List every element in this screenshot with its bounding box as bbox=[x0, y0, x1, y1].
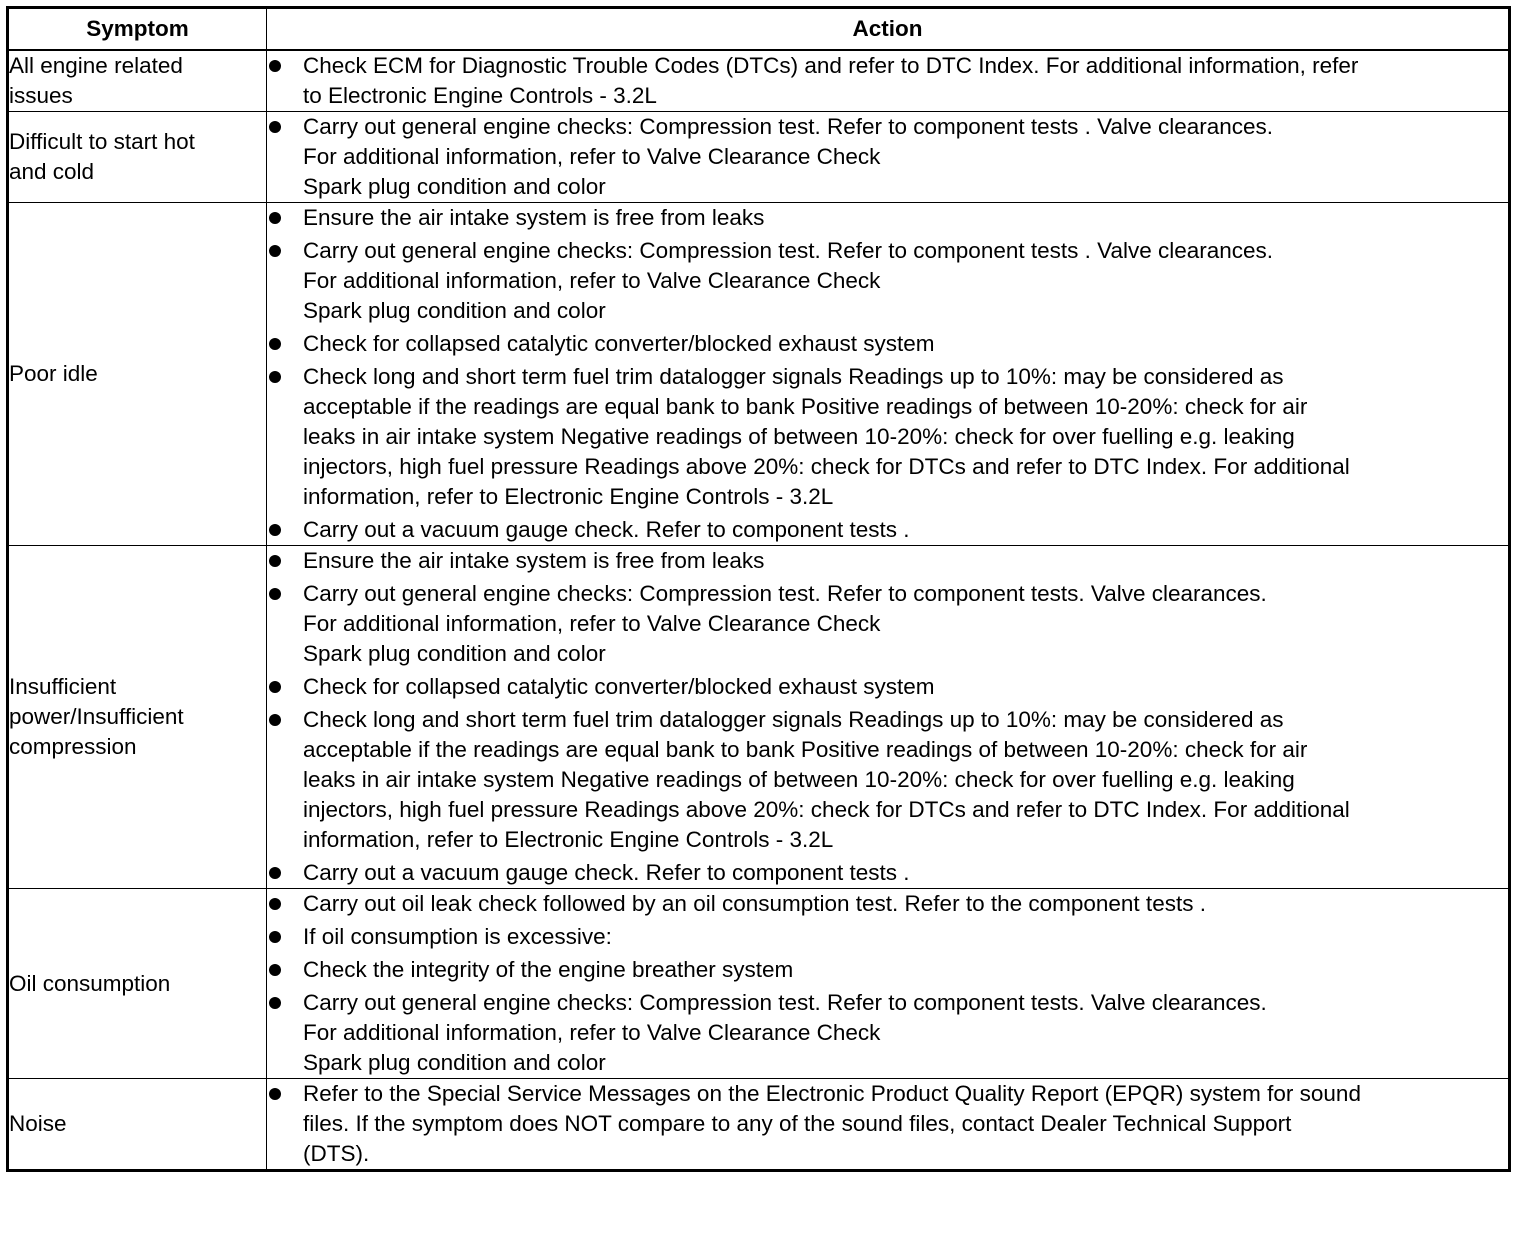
action-text: Carry out general engine checks: Compression test. Refer to component tests . Valve clearances. bbox=[303, 238, 1274, 263]
table-row bbox=[8, 1079, 1510, 1171]
action-text: For additional information, refer to Valve Clearance Check bbox=[303, 268, 881, 293]
bullet-icon bbox=[269, 212, 281, 224]
action-text: Carry out general engine checks: Compression test. Refer to component tests. Valve clearances. bbox=[303, 990, 1267, 1015]
action-item bbox=[267, 579, 1508, 669]
action-list bbox=[267, 112, 1508, 202]
action-item bbox=[267, 858, 1508, 888]
action-text: leaks in air intake system Negative readings of between 10-20%: check for over fuelling e.g. leaking bbox=[303, 767, 1295, 792]
action-item bbox=[267, 515, 1508, 545]
symptom-text: Noise bbox=[9, 1111, 67, 1136]
action-text: Carry out oil leak check followed by an oil consumption test. Refer to the component tests . bbox=[303, 891, 1206, 916]
action-list bbox=[267, 203, 1508, 545]
action-item bbox=[267, 236, 1508, 326]
bullet-icon bbox=[269, 867, 281, 879]
symptom-text: Oil consumption bbox=[9, 970, 171, 996]
bullet-icon bbox=[269, 555, 281, 567]
bullet-icon bbox=[269, 338, 281, 350]
bullet-icon bbox=[269, 588, 281, 600]
action-text: leaks in air intake system Negative readings of between 10-20%: check for over fuelling e.g. leaking bbox=[303, 424, 1295, 449]
action-text: acceptable if the readings are equal bank to bank Positive readings of between 10-20%: check for air bbox=[303, 737, 1308, 762]
bullet-icon bbox=[269, 60, 281, 72]
action-text: Carry out a vacuum gauge check. Refer to component tests . bbox=[303, 517, 910, 542]
action-item bbox=[267, 1079, 1508, 1169]
symptom-text: compression bbox=[9, 734, 137, 759]
action-text: Check for collapsed catalytic converter/blocked exhaust system bbox=[303, 331, 935, 356]
action-item bbox=[267, 546, 1508, 576]
action-text: information, refer to Electronic Engine Controls - 3.2L bbox=[303, 827, 834, 852]
table-row bbox=[8, 889, 1510, 1079]
bullet-icon bbox=[269, 524, 281, 536]
action-item bbox=[267, 955, 1508, 985]
action-text: Check for collapsed catalytic converter/blocked exhaust system bbox=[303, 674, 935, 699]
symptom-text: Insufficient bbox=[9, 674, 117, 699]
bullet-icon bbox=[269, 898, 281, 910]
action-cell bbox=[267, 50, 1510, 112]
symptom-cell bbox=[8, 50, 267, 112]
symptom-text: and cold bbox=[9, 159, 95, 184]
symptom-text: issues bbox=[9, 83, 73, 108]
action-list bbox=[267, 51, 1508, 111]
action-text: Ensure the air intake system is free from leaks bbox=[303, 548, 765, 573]
action-text: For additional information, refer to Valve Clearance Check bbox=[303, 611, 881, 636]
action-text: Check ECM for Diagnostic Trouble Codes (DTCs) and refer to DTC Index. For additional information, refer bbox=[303, 53, 1359, 78]
action-text: (DTS). bbox=[303, 1141, 370, 1166]
bullet-icon bbox=[269, 681, 281, 693]
action-item bbox=[267, 988, 1508, 1078]
action-cell bbox=[267, 203, 1510, 546]
action-text: injectors, high fuel pressure Readings above 20%: check for DTCs and refer to DTC Index. For additional bbox=[303, 454, 1350, 479]
symptom-text: Poor idle bbox=[9, 361, 98, 386]
symptom-column-header: Symptom bbox=[8, 8, 267, 51]
action-cell bbox=[267, 546, 1510, 889]
action-list bbox=[267, 546, 1508, 888]
header-row bbox=[8, 8, 1510, 51]
bullet-icon bbox=[269, 245, 281, 257]
action-column-header: Action bbox=[267, 8, 1510, 51]
action-item bbox=[267, 51, 1508, 111]
bullet-icon bbox=[269, 121, 281, 133]
action-text: Refer to the Special Service Messages on the Electronic Product Quality Report (EPQR) system for sound bbox=[303, 1081, 1361, 1106]
bullet-icon bbox=[269, 997, 281, 1009]
action-text: Check the integrity of the engine breather system bbox=[303, 957, 794, 982]
symptom-action-table bbox=[6, 6, 1511, 1172]
symptom-cell bbox=[8, 112, 267, 203]
symptom-text: power/Insufficient bbox=[9, 704, 184, 729]
action-item bbox=[267, 112, 1508, 202]
symptom-cell bbox=[8, 546, 267, 889]
action-text: Spark plug condition and color bbox=[303, 1050, 606, 1075]
table-row bbox=[8, 50, 1510, 112]
action-item bbox=[267, 203, 1508, 233]
table-row bbox=[8, 546, 1510, 889]
action-text: If oil consumption is excessive: bbox=[303, 924, 612, 949]
symptom-text: Difficult to start hot bbox=[9, 129, 195, 154]
action-text: Spark plug condition and color bbox=[303, 641, 606, 666]
action-text: Check long and short term fuel trim datalogger signals Readings up to 10%: may be considered as bbox=[303, 364, 1284, 389]
table-row bbox=[8, 112, 1510, 203]
action-item bbox=[267, 362, 1508, 512]
action-text: For additional information, refer to Valve Clearance Check bbox=[303, 144, 881, 169]
symptom-cell bbox=[8, 889, 267, 1079]
action-text: acceptable if the readings are equal bank to bank Positive readings of between 10-20%: check for air bbox=[303, 394, 1308, 419]
action-text: For additional information, refer to Valve Clearance Check bbox=[303, 1020, 881, 1045]
bullet-icon bbox=[269, 371, 281, 383]
action-cell bbox=[267, 1079, 1510, 1171]
action-text: Carry out a vacuum gauge check. Refer to component tests . bbox=[303, 860, 910, 885]
bullet-icon bbox=[269, 1088, 281, 1100]
action-item bbox=[267, 705, 1508, 855]
table-body bbox=[8, 50, 1510, 1171]
action-text: to Electronic Engine Controls - 3.2L bbox=[303, 83, 657, 108]
action-item bbox=[267, 922, 1508, 952]
action-item bbox=[267, 672, 1508, 702]
action-cell bbox=[267, 112, 1510, 203]
action-item bbox=[267, 329, 1508, 359]
action-text: Spark plug condition and color bbox=[303, 298, 606, 323]
symptom-text: All engine related bbox=[9, 53, 183, 78]
action-list bbox=[267, 1079, 1508, 1169]
action-text: information, refer to Electronic Engine Controls - 3.2L bbox=[303, 484, 834, 509]
action-text: Spark plug condition and color bbox=[303, 174, 606, 199]
action-text: Ensure the air intake system is free from leaks bbox=[303, 205, 765, 230]
action-text: Check long and short term fuel trim datalogger signals Readings up to 10%: may be considered as bbox=[303, 707, 1284, 732]
action-item bbox=[267, 889, 1508, 919]
document-page bbox=[6, 6, 1511, 1172]
bullet-icon bbox=[269, 714, 281, 726]
symptom-cell bbox=[8, 203, 267, 546]
action-text: files. If the symptom does NOT compare to any of the sound files, contact Dealer Technical Support bbox=[303, 1111, 1292, 1136]
action-cell bbox=[267, 889, 1510, 1079]
action-list bbox=[267, 889, 1508, 1078]
bullet-icon bbox=[269, 931, 281, 943]
bullet-icon bbox=[269, 964, 281, 976]
action-text: Carry out general engine checks: Compression test. Refer to component tests . Valve clearances. bbox=[303, 114, 1274, 139]
action-text: Carry out general engine checks: Compression test. Refer to component tests. Valve clearances. bbox=[303, 581, 1267, 606]
table-row bbox=[8, 203, 1510, 546]
symptom-cell bbox=[8, 1079, 267, 1171]
action-text: injectors, high fuel pressure Readings above 20%: check for DTCs and refer to DTC Index. For additional bbox=[303, 797, 1350, 822]
